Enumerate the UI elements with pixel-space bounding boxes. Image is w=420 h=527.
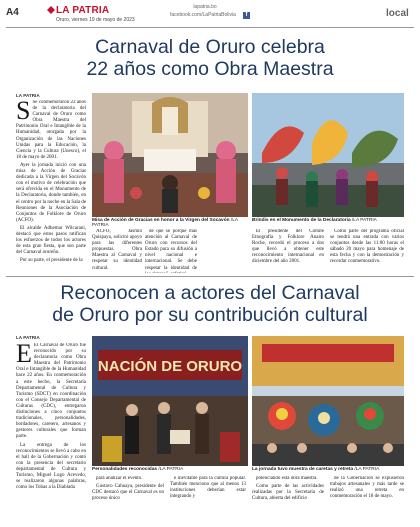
header-divider — [6, 27, 414, 28]
story2-column-5 — [330, 476, 404, 524]
story2-column-1 — [16, 343, 86, 523]
website-text: lapatria.bo — [193, 4, 217, 10]
story2-col1b-text: La entrega de los reconocimientos se llevó a cabo en el hall de la Gobernación y contó con la presencia del secretario departamental de Cultura y Turismo, Miguel Lugo Acevedo, se realizaron algunas palabras, como los Tobas a la Diablada — [16, 442, 86, 491]
story2-headline-line1: Reconocen a actores del Carnaval — [60, 282, 360, 304]
story2-headline-line2: de Oruro por su contribución cultural — [52, 304, 368, 326]
story1-caption-right-credit: /LA PATRIA — [351, 218, 377, 223]
story1-col1-text: Se conmemoraron 22 años de la declaratoria del Carnaval de Oruro como Obra Maestra del Patrimonio Oral e Intangible de la Humanidad, otorgada por la Organización de las Naciones Unidas para la Educación, la Ciencia y la Cultura (Unesco), el 18 de mayo de 2001. — [16, 100, 86, 160]
story2-caption-right-text: La jornada tuvo muestra de caretas y retreta — [252, 467, 354, 472]
story2-caption-left-text: Personalidades reconocidas — [92, 467, 158, 472]
story2-drop-cap: E — [16, 343, 32, 368]
story1-col4-text: El presidente del Comité Etnografía y Folklore Anairo Roche, recordó el proceso a dos que llevó a obtener este reconocimiento internacional en diciembre del año 2001. — [252, 229, 324, 265]
story1-column-1 — [16, 100, 86, 272]
story1-drop-cap: S — [16, 100, 31, 125]
story1-column-5 — [330, 229, 404, 273]
story1-col2-text: ACFO, Jasmín Quispaya, solicitó apoyo para las diferentes propuestas. Obra Maestra al Carnaval y respetar su identidad cultural. — [92, 229, 142, 271]
story1-col5-text: Como parte del programa oficial se tendrá una entrada con varios conjuntos desde las 11:00 horas el sábado 20 mayo para homenaje de esta fecha y con la demostración y recordar conmemorativo. — [330, 229, 404, 265]
story2-banner-text: NACIÓN DE ORURO — [97, 358, 243, 375]
story1-photo-mass — [92, 93, 248, 217]
story2-column-4 — [252, 476, 324, 524]
story2-col4b-text: Como parte de las actividades realizadas por la Secretaría de Cultura, abierta del edificio — [252, 484, 324, 502]
story2-col1-text: El Carnaval de Oruro fue reconocido por su declaratoria como Obra Maestra del Patrimonio Oral e Intangible de la Humanidad hace 22 años. En conmemoración a este hecho, la Secretaría Departamental de Cultura y Turismo (SDCT) en coordinación con el Consejo Departamental de Culturas (CDC), entregaron distinciones a cinco conjuntos tradicionales, personalidades, bordadores, caretero, artesanos y gestores culturales que forman parte. — [16, 343, 86, 440]
story1-caption-left-credit: /LA PATRIA — [92, 218, 238, 228]
story2-col2-text: para analizar el evento. — [96, 476, 143, 481]
story1-caption-left — [92, 218, 248, 228]
story2-col4-text: potenciando esta obra maestra. — [256, 476, 318, 481]
social-text: facebook.com/LaPatriaBolivia — [170, 12, 236, 18]
story1-column-2 — [92, 229, 142, 273]
story-divider — [6, 276, 414, 277]
story1-headline-line1: Carnaval de Oruro celebra — [95, 36, 325, 58]
story1-col1c-text: El alcalde Adhemar Wilcarani, destacó que estos pasos ratifican los esfuerzos de todos los actores de esta gran fiesta, que son parte del Carnaval orureño. — [16, 225, 86, 256]
story2-photo-honorees — [92, 336, 248, 466]
story1-col1b-text: Ayer la jornada inició con una misa de Acción de Gracias dedicada a la Virgen del Socavón con el motivo de celebración que será ofrecida en el Monumento de la Declaratoria, donde también, en el centro por la noche en la Sala de Reuniones de la Asociación de Conjuntos de Folklore de Oruro (ACFO). — [16, 162, 86, 223]
story1-caption-left-text: Misa de Acción de Gracias en honor a la Virgen del Socavón — [92, 218, 230, 223]
story1-caption-right — [252, 218, 404, 223]
story2-caption-left-credit: /LA PATRIA — [158, 467, 184, 472]
story1-photo-monument — [252, 93, 404, 217]
story2-caption-right — [252, 467, 404, 472]
story2-column-2 — [92, 476, 164, 524]
story2-col2b-text: Gustavo Cahuaya, presidente del CDC destacó que el Carnaval es un proceso único — [92, 484, 164, 502]
story1-col3-text: de que se porque más atención al Carnaval de Oruro con recursos del Estado para su difusión a nivel nacional e internacional. Se debe respetar la identidad de — [145, 229, 197, 271]
story1-col1d-text: Por su parte, el presidente de la — [20, 258, 83, 264]
story1-column-3 — [145, 229, 197, 273]
story1-headline-line2: 22 años como Obra Maestra — [86, 58, 334, 80]
section-label: local — [386, 8, 409, 19]
facebook-icon: f — [243, 12, 250, 19]
story2-headline — [0, 282, 420, 326]
story1-caption-right-text: Brindis en el Monumento de la Declaratoria — [252, 218, 351, 223]
story2-col3-text: e inevitable para la cultura popular. También menciono que al menos 13 instituciones deberían estar integrando y — [170, 476, 246, 500]
dateline: Oruro, viernes 19 de mayo de 2023 — [56, 17, 135, 23]
story1-headline — [0, 36, 420, 80]
story2-col5-text: de la Gobernación se expusieron trabajos artesanales y más tarde se realizó una retreta en conmemoración el 18 de mayo. — [330, 476, 404, 500]
story1-source-tag: LA PATRIA — [16, 93, 40, 98]
newspaper-logo: LA PATRIA — [56, 5, 110, 16]
story2-source-tag: LA PATRIA — [16, 335, 40, 340]
story2-photo-masks — [252, 336, 404, 466]
story1-column-4 — [252, 229, 324, 273]
story2-caption-left — [92, 467, 248, 472]
story2-column-3 — [170, 476, 246, 524]
story2-caption-right-credit: /LA PATRIA — [354, 467, 380, 472]
page-number: A4 — [6, 7, 19, 18]
